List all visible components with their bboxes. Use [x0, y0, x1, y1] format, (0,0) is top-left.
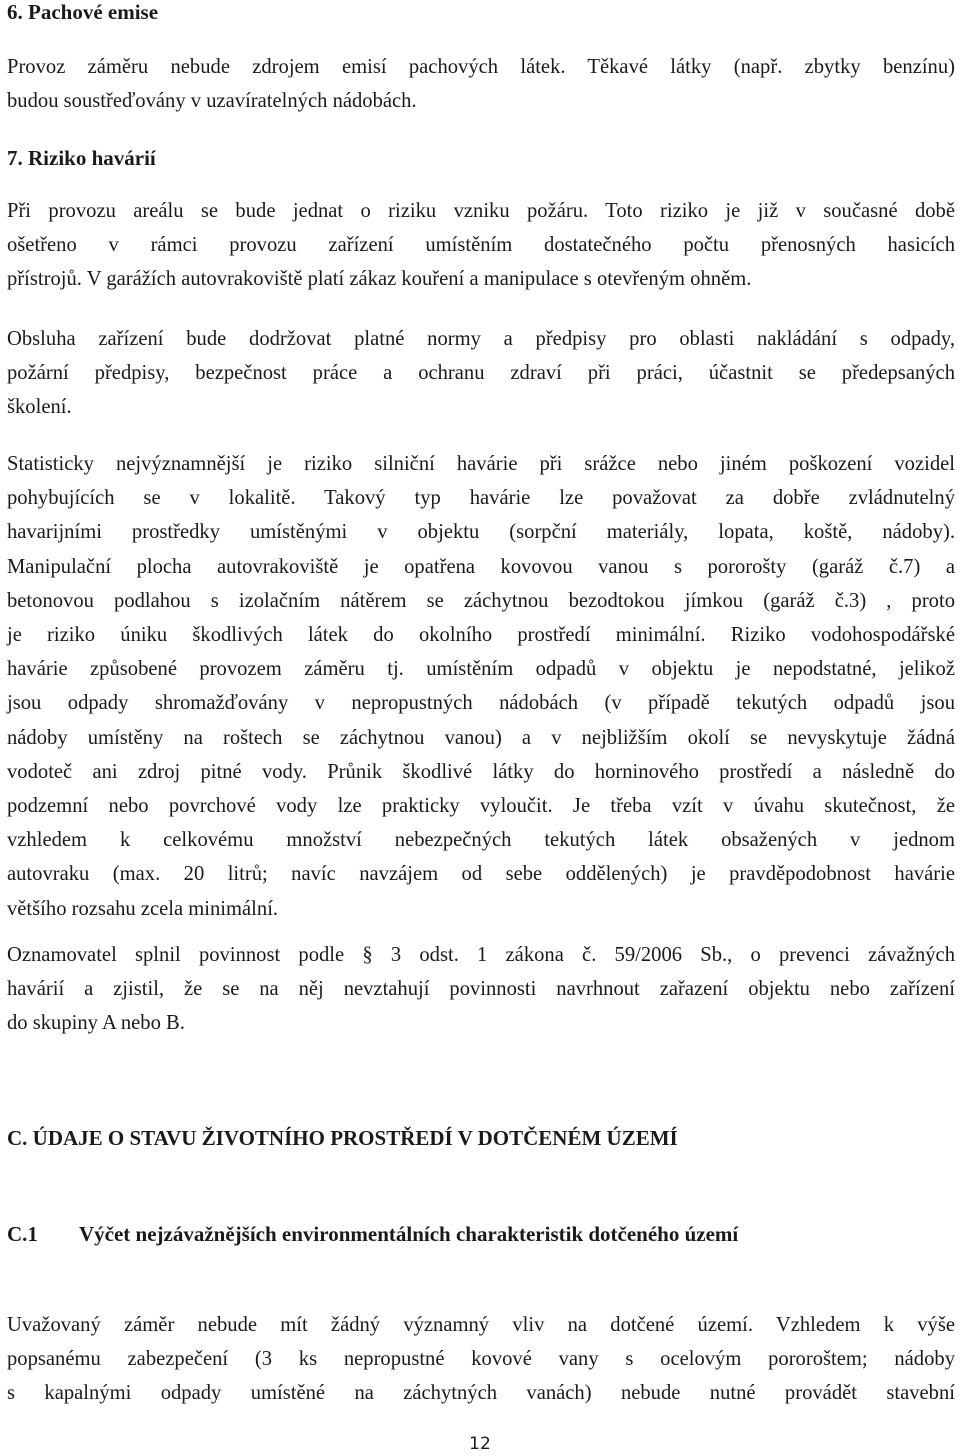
- text-line: s kapalnými odpady umístěné na záchytných vanách) nebude nutné provádět stavební: [7, 1382, 955, 1405]
- text-line: popsanému zabezpečení (3 ks nepropustné kovové vany s ocelovým pororoštem; nádoby: [7, 1348, 955, 1371]
- text-line: požární předpisy, bezpečnost práce a ochranu zdraví při práci, účastnit se předepsaných: [7, 362, 955, 385]
- text-line: podzemní nebo povrchové vody lze prakticky vyloučit. Je třeba vzít v úvahu skutečnost, že: [7, 795, 955, 818]
- paragraph-legal-obligation: [7, 938, 955, 1041]
- text-line: jsou odpady shromažďovány v nepropustných nádobách (v případě tekutých odpadů jsou: [7, 692, 955, 715]
- paragraph-fire-risk: [7, 194, 955, 297]
- paragraph-odor-emissions: [7, 50, 955, 118]
- text-line: přístrojů. V garážích autovrakoviště platí zákaz kouření a manipulace s otevřeným ohněm.: [7, 268, 752, 291]
- paragraph-staff-regulations: [7, 322, 955, 425]
- text-line: Manipulační plocha autovrakoviště je opatřena kovovou vanou s pororošty (garáž č.7) a: [7, 555, 955, 578]
- text-line: betonovou podlahou s izolačním nátěrem se záchytnou bezodtokou jímkou (garáž č.3) , proto: [7, 589, 955, 612]
- text-line: do skupiny A nebo B.: [7, 1012, 185, 1035]
- text-line: Oznamovatel splnil povinnost podle § 3 odst. 1 zákona č. 59/2006 Sb., o prevenci závažných: [7, 944, 955, 966]
- page-number: 12: [469, 1434, 491, 1454]
- text-line: Uvažovaný záměr nebude mít žádný významný vliv na dotčené území. Vzhledem k výše: [7, 1314, 955, 1336]
- section-c1-title: Výčet nejzávažnějších environmentálních charakteristik dotčeného území: [79, 1222, 739, 1246]
- text-line: Statisticky nejvýznamnější je riziko silniční havárie při srážce nebo jiném poškození vozidel: [7, 453, 955, 475]
- text-line: ošetřeno v rámci provozu zařízení umístěním dostatečného počtu přenosných hasicích: [7, 234, 955, 257]
- text-line: autovraku (max. 20 litrů; navíc navzájem od sebe oddělených) je pravděpodobnost havárie: [7, 863, 955, 886]
- section-c1-number: C.1: [7, 1222, 38, 1246]
- text-line: vodoteč ani zdroj pitné vody. Průnik škodlivé látky do horninového prostředí a následně do: [7, 760, 955, 783]
- text-line: většího rozsahu zcela minimální.: [7, 897, 279, 920]
- text-line: Obsluha zařízení bude dodržovat platné normy a předpisy pro oblasti nakládání s odpady,: [7, 328, 955, 350]
- section-c-heading: C. ÚDAJE O STAVU ŽIVOTNÍHO PROSTŘEDÍ V DOTČENÉM ÚZEMÍ: [7, 1126, 678, 1150]
- text-line: Při provozu areálu se bude jednat o riziku vzniku požáru. Toto riziko je již v současné době: [7, 200, 955, 222]
- text-line: je riziko úniku škodlivých látek do okolního prostředí minimální. Riziko vodohospodářské: [7, 624, 955, 647]
- text-line: školení.: [7, 396, 72, 419]
- text-line: vzhledem k celkovému množství nebezpečných tekutých látek obsažených v jednom: [7, 829, 955, 852]
- section-6-heading: 6. Pachové emise: [7, 0, 159, 24]
- text-line: havárie způsobené provozem záměru tj. umístěním odpadů v objektu je nepodstatné, jelikož: [7, 658, 955, 681]
- text-line: havárií a zjistil, že se na něj nevztahují povinnosti navrhnout zařazení objektu nebo zařízení: [7, 978, 955, 1001]
- text-line: havarijními prostředky umístěnými v objektu (sorpční materiály, lopata, koště, nádoby).: [7, 521, 955, 544]
- text-line: pohybujících se v lokalitě. Takový typ havárie lze považovat za dobře zvládnutelný: [7, 487, 955, 510]
- text-line: Provoz záměru nebude zdrojem emisí pachových látek. Těkavé látky (např. zbytky benzínu): [7, 56, 955, 78]
- text-line: budou soustřeďovány v uzavíratelných nádobách.: [7, 90, 417, 113]
- paragraph-environmental-impact: [7, 1308, 955, 1411]
- text-line: nádoby umístěny na roštech se záchytnou vanou) a v nejbližším okolí se nevyskytuje žádná: [7, 726, 955, 749]
- paragraph-accident-statistics: [7, 447, 955, 926]
- section-7-heading: 7. Riziko havárií: [7, 146, 156, 170]
- section-c1-heading: [7, 1222, 738, 1246]
